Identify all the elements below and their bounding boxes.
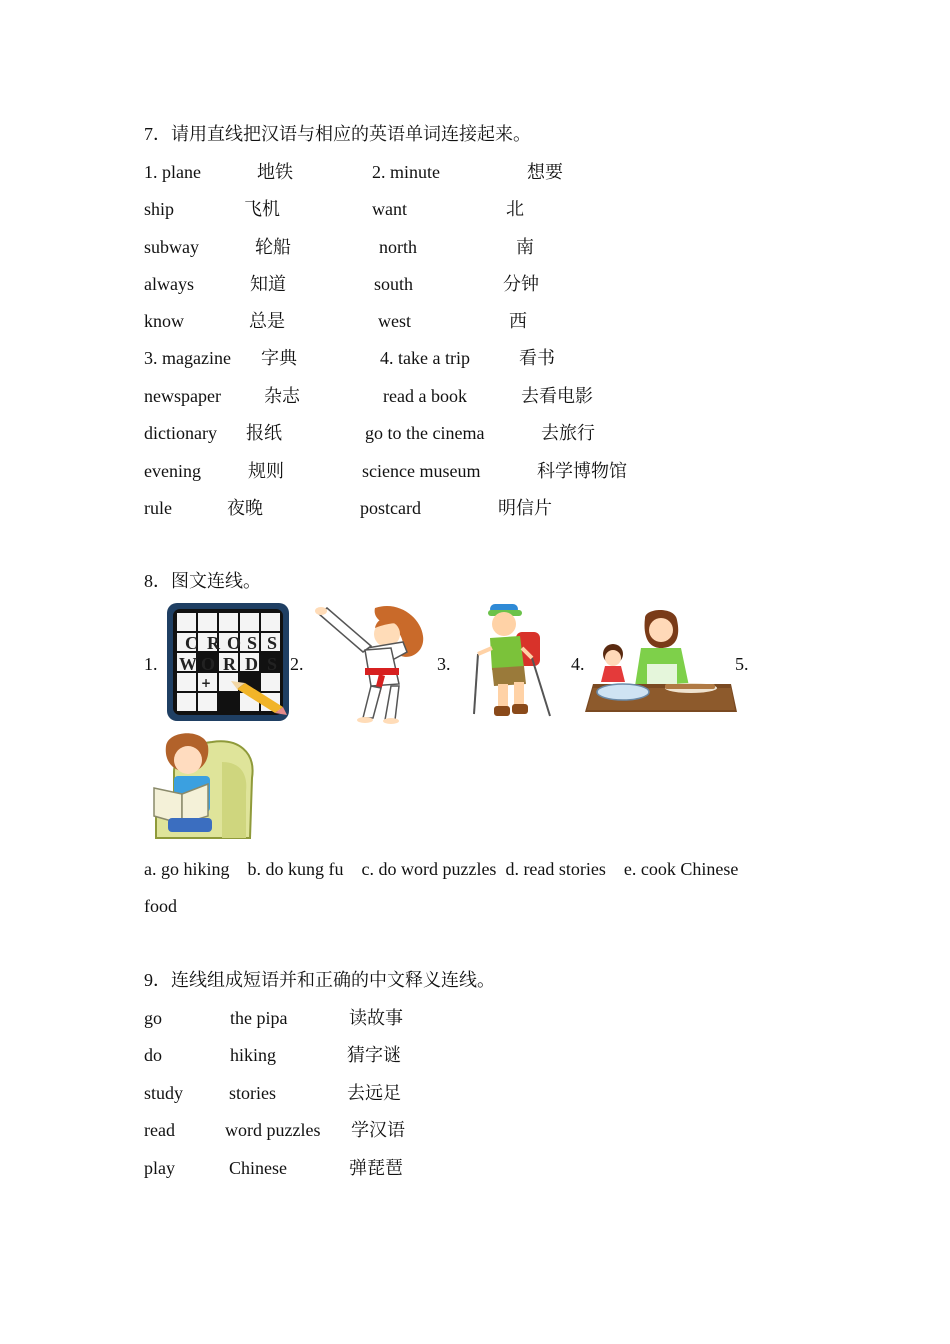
q7-title: 7．请用直线把汉语与相应的英语单词连接起来。 xyxy=(144,124,531,144)
q7-english-1: newspaper xyxy=(144,386,221,406)
q7-english-1: always xyxy=(144,274,194,294)
q7-chinese-1: 飞机 xyxy=(244,199,280,219)
q7-english-1: evening xyxy=(144,461,201,481)
crossword-cell xyxy=(261,613,280,631)
q9-chinese: 弹琵琶 xyxy=(349,1158,403,1178)
q9-verb: go xyxy=(144,1008,162,1028)
q7-chinese-1: 总是 xyxy=(249,311,285,331)
q7-english-1: 3. magazine xyxy=(144,348,231,368)
q7-english-1: dictionary xyxy=(144,423,217,443)
crossword-cell xyxy=(261,673,280,691)
q9-verb: read xyxy=(144,1120,175,1140)
q9-verb: study xyxy=(144,1083,184,1103)
reading-picture xyxy=(152,732,256,840)
q7-english-2: 2. minute xyxy=(372,162,440,182)
q7-english-2: north xyxy=(379,237,417,257)
crossword-letter: R xyxy=(223,654,236,674)
q7-english-2: read a book xyxy=(383,386,467,406)
crossword-cell xyxy=(219,693,238,711)
crossword-letter: O xyxy=(201,654,216,674)
q9-verb: do xyxy=(144,1045,162,1065)
q7-english-2: science museum xyxy=(362,461,481,481)
q7-english-2: west xyxy=(378,311,411,331)
q8-options-continued: food xyxy=(144,896,177,916)
crossword-cell xyxy=(198,693,217,711)
q7-chinese-1: 杂志 xyxy=(264,386,300,406)
q7-chinese-2: 去旅行 xyxy=(541,423,595,443)
q7-chinese-2: 去看电影 xyxy=(521,386,593,406)
q7-english-1: know xyxy=(144,311,184,331)
crossword-letter: C xyxy=(185,633,198,653)
q7-chinese-2: 北 xyxy=(506,199,524,219)
q7-english-2: south xyxy=(374,274,414,294)
cooking-picture xyxy=(585,608,737,714)
q7-chinese-2: 科学博物馆 xyxy=(537,461,627,481)
picture-number-5: 5. xyxy=(735,654,749,674)
q7-chinese-2: 南 xyxy=(516,237,534,257)
q7-chinese-1: 知道 xyxy=(250,274,286,294)
q9-chinese: 读故事 xyxy=(349,1008,403,1028)
q7-english-1: 1. plane xyxy=(144,162,201,182)
crossword-letter: D xyxy=(245,654,258,674)
q9-object: hiking xyxy=(230,1045,277,1065)
picture-number-3: 3. xyxy=(437,654,451,674)
crossword-cell xyxy=(177,673,196,691)
crossword-picture xyxy=(167,603,289,721)
crossword-letter: S xyxy=(267,654,278,674)
crossword-cell xyxy=(177,693,196,711)
picture-number-2: 2. xyxy=(290,654,304,674)
q9-verb: play xyxy=(144,1158,175,1178)
q7-english-2: 4. take a trip xyxy=(380,348,470,368)
q7-english-2: want xyxy=(372,199,407,219)
q9-object: the pipa xyxy=(230,1008,288,1028)
crossword-cell xyxy=(177,613,196,631)
q7-chinese-1: 夜晚 xyxy=(227,498,263,518)
q8-options: a. go hiking b. do kung fu c. do word puzzles d. read stories e. cook Chinese xyxy=(144,859,739,879)
q9-chinese: 学汉语 xyxy=(351,1120,405,1140)
q7-chinese-1: 规则 xyxy=(248,461,284,481)
q7-chinese-2: 看书 xyxy=(519,348,555,368)
crossword-letter: W xyxy=(179,654,197,674)
crossword-cell xyxy=(219,613,238,631)
crossword-letter: S xyxy=(267,633,278,653)
q7-chinese-2: 分钟 xyxy=(503,274,539,294)
q9-object: word puzzles xyxy=(225,1120,321,1140)
q9-chinese: 去远足 xyxy=(347,1083,401,1103)
q9-object: stories xyxy=(229,1083,276,1103)
picture-number-4: 4. xyxy=(571,654,585,674)
crossword-letter: S xyxy=(247,633,258,653)
q7-chinese-1: 字典 xyxy=(261,348,297,368)
hiking-picture xyxy=(470,602,554,720)
q7-english-2: go to the cinema xyxy=(365,423,485,443)
q7-chinese-1: 报纸 xyxy=(246,423,282,443)
q7-english-2: postcard xyxy=(360,498,421,518)
crossword-cell xyxy=(240,613,259,631)
q9-object: Chinese xyxy=(229,1158,287,1178)
q7-chinese-2: 西 xyxy=(509,311,527,331)
q7-chinese-1: 地铁 xyxy=(257,162,293,182)
q7-english-1: ship xyxy=(144,199,175,219)
picture-number-1: 1. xyxy=(144,654,158,674)
q8-title: 8．图文连线。 xyxy=(144,571,261,591)
q7-english-1: subway xyxy=(144,237,199,257)
crossword-cell xyxy=(198,613,217,631)
crossword-letter: O xyxy=(227,633,242,653)
kung-fu-picture xyxy=(315,602,433,724)
q9-title: 9．连线组成短语并和正确的中文释义连线。 xyxy=(144,970,495,990)
q7-chinese-2: 明信片 xyxy=(498,498,552,518)
q9-chinese: 猜字谜 xyxy=(347,1045,401,1065)
crossword-letter: R xyxy=(207,633,220,653)
q7-chinese-1: 轮船 xyxy=(255,237,291,257)
q7-chinese-2: 想要 xyxy=(527,162,563,182)
svg-text:+: + xyxy=(201,676,212,690)
q7-english-1: rule xyxy=(144,498,172,518)
